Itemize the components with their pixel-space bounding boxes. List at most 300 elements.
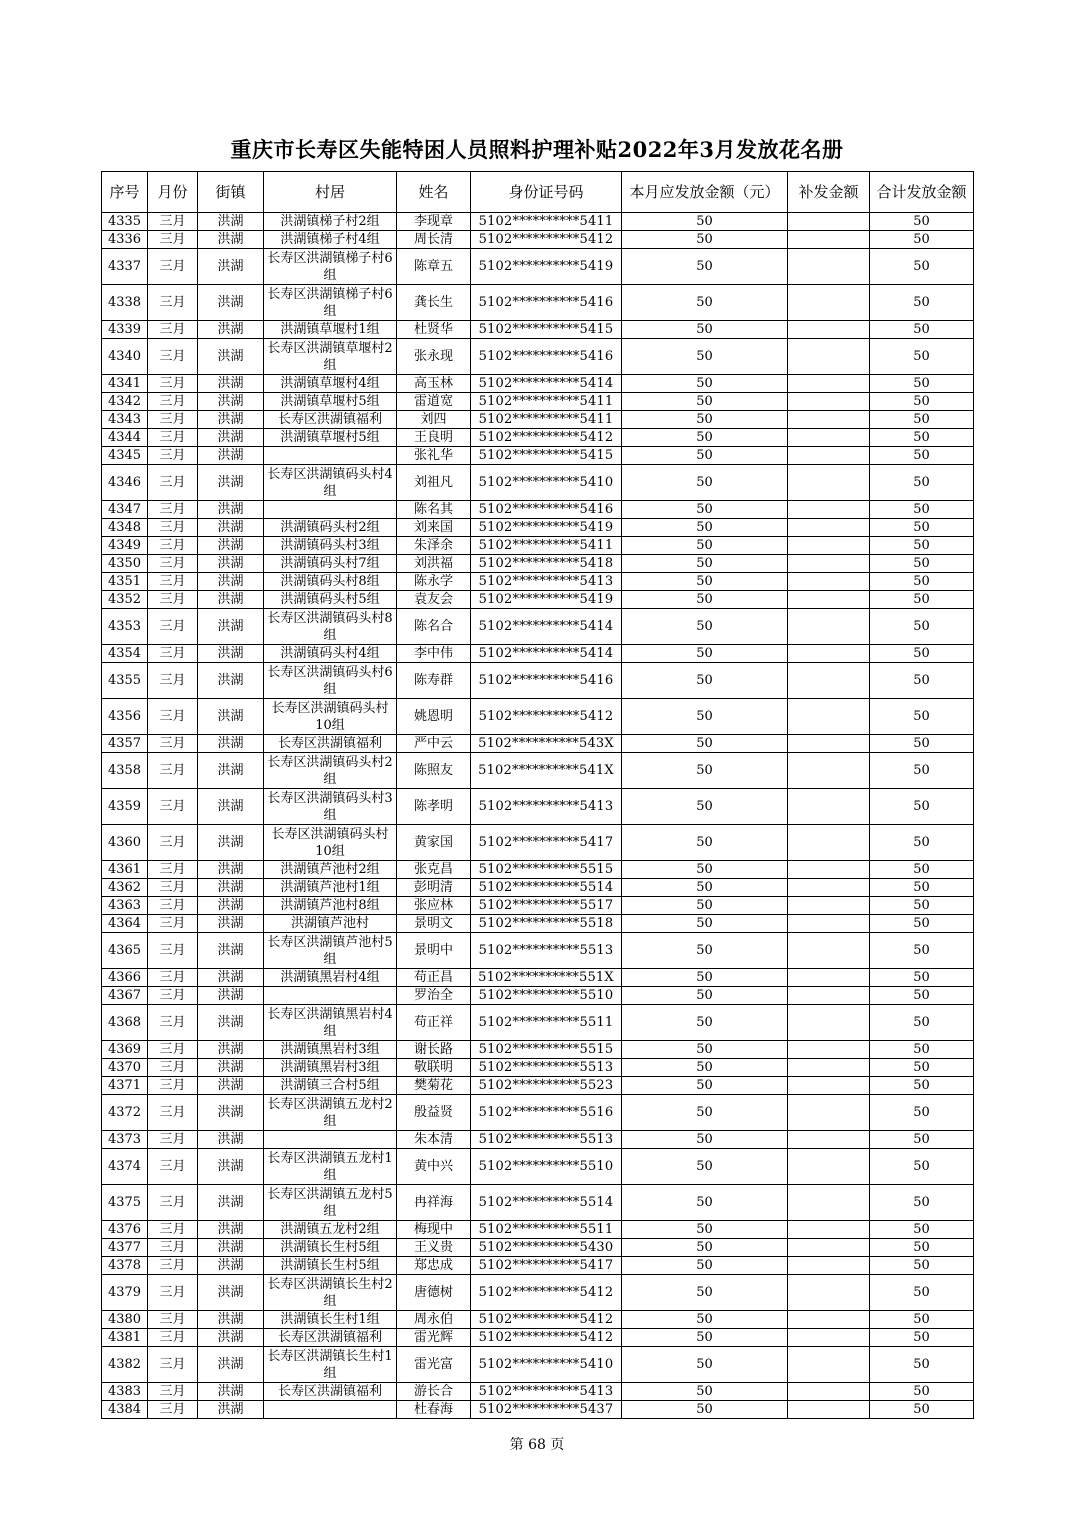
serial-cell: 4344 — [102, 429, 148, 447]
month-cell: 三月 — [148, 213, 198, 231]
header-cell: 身份证号码 — [471, 172, 622, 213]
town-cell: 洪湖 — [198, 609, 264, 645]
town-cell: 洪湖 — [198, 933, 264, 969]
month-cell: 三月 — [148, 969, 198, 987]
month-cell: 三月 — [148, 1095, 198, 1131]
month-cell: 三月 — [148, 519, 198, 537]
back-pay-cell — [788, 735, 870, 753]
name-cell: 陈名合 — [397, 609, 471, 645]
month-cell: 三月 — [148, 231, 198, 249]
id-number-cell: 5102**********5514 — [471, 1185, 622, 1221]
back-pay-cell — [788, 465, 870, 501]
town-cell: 洪湖 — [198, 753, 264, 789]
serial-cell: 4358 — [102, 753, 148, 789]
table-row — [102, 249, 974, 285]
id-number-cell: 5102**********5410 — [471, 1347, 622, 1383]
header-cell: 姓名 — [397, 172, 471, 213]
total-amount-cell: 50 — [870, 1041, 974, 1059]
month-cell: 三月 — [148, 573, 198, 591]
table-row — [102, 375, 974, 393]
town-cell: 洪湖 — [198, 393, 264, 411]
id-number-cell: 5102**********5419 — [471, 519, 622, 537]
monthly-amount-cell: 50 — [622, 1041, 788, 1059]
back-pay-cell — [788, 879, 870, 897]
village-cell — [264, 501, 397, 519]
back-pay-cell — [788, 339, 870, 375]
back-pay-cell — [788, 1005, 870, 1041]
monthly-amount-cell: 50 — [622, 1329, 788, 1347]
total-amount-cell: 50 — [870, 789, 974, 825]
total-amount-cell: 50 — [870, 393, 974, 411]
table-row — [102, 429, 974, 447]
table-row — [102, 1221, 974, 1239]
town-cell: 洪湖 — [198, 1329, 264, 1347]
monthly-amount-cell: 50 — [622, 699, 788, 735]
monthly-amount-cell: 50 — [622, 411, 788, 429]
town-cell: 洪湖 — [198, 213, 264, 231]
month-cell: 三月 — [148, 1221, 198, 1239]
back-pay-cell — [788, 1149, 870, 1185]
village-cell: 长寿区洪湖镇码头村2组 — [264, 753, 397, 789]
name-cell: 雷光辉 — [397, 1329, 471, 1347]
back-pay-cell — [788, 969, 870, 987]
serial-cell: 4359 — [102, 789, 148, 825]
month-cell: 三月 — [148, 699, 198, 735]
back-pay-cell — [788, 231, 870, 249]
month-cell: 三月 — [148, 1311, 198, 1329]
month-cell: 三月 — [148, 375, 198, 393]
serial-cell: 4361 — [102, 861, 148, 879]
table-row — [102, 231, 974, 249]
table-row — [102, 447, 974, 465]
id-number-cell: 5102**********5514 — [471, 879, 622, 897]
town-cell: 洪湖 — [198, 1275, 264, 1311]
monthly-amount-cell: 50 — [622, 285, 788, 321]
village-cell: 长寿区洪湖镇梯子村6组 — [264, 285, 397, 321]
monthly-amount-cell: 50 — [622, 753, 788, 789]
village-cell: 长寿区洪湖镇码头村10组 — [264, 699, 397, 735]
total-amount-cell: 50 — [870, 1095, 974, 1131]
serial-cell: 4350 — [102, 555, 148, 573]
name-cell: 苟正昌 — [397, 969, 471, 987]
name-cell: 袁友会 — [397, 591, 471, 609]
monthly-amount-cell: 50 — [622, 537, 788, 555]
name-cell: 陈寿群 — [397, 663, 471, 699]
monthly-amount-cell: 50 — [622, 393, 788, 411]
id-number-cell: 5102**********5417 — [471, 825, 622, 861]
table-row — [102, 1347, 974, 1383]
month-cell: 三月 — [148, 411, 198, 429]
town-cell: 洪湖 — [198, 645, 264, 663]
total-amount-cell: 50 — [870, 1005, 974, 1041]
table-row — [102, 699, 974, 735]
village-cell: 洪湖镇黑岩村4组 — [264, 969, 397, 987]
serial-cell: 4373 — [102, 1131, 148, 1149]
name-cell: 雷光富 — [397, 1347, 471, 1383]
serial-cell: 4369 — [102, 1041, 148, 1059]
name-cell: 陈名其 — [397, 501, 471, 519]
monthly-amount-cell: 50 — [622, 1005, 788, 1041]
serial-cell: 4337 — [102, 249, 148, 285]
serial-cell: 4381 — [102, 1329, 148, 1347]
serial-cell: 4340 — [102, 339, 148, 375]
monthly-amount-cell: 50 — [622, 1383, 788, 1401]
name-cell: 殷益贤 — [397, 1095, 471, 1131]
table-row — [102, 861, 974, 879]
town-cell: 洪湖 — [198, 519, 264, 537]
village-cell: 洪湖镇五龙村2组 — [264, 1221, 397, 1239]
id-number-cell: 5102**********5411 — [471, 213, 622, 231]
id-number-cell: 5102**********5518 — [471, 915, 622, 933]
total-amount-cell: 50 — [870, 1329, 974, 1347]
serial-cell: 4377 — [102, 1239, 148, 1257]
table-row — [102, 879, 974, 897]
table-row — [102, 1005, 974, 1041]
town-cell: 洪湖 — [198, 1257, 264, 1275]
table-row — [102, 321, 974, 339]
town-cell: 洪湖 — [198, 663, 264, 699]
serial-cell: 4343 — [102, 411, 148, 429]
total-amount-cell: 50 — [870, 429, 974, 447]
back-pay-cell — [788, 1257, 870, 1275]
monthly-amount-cell: 50 — [622, 609, 788, 645]
table-row — [102, 1131, 974, 1149]
roster-table — [101, 171, 974, 1419]
name-cell: 严中云 — [397, 735, 471, 753]
village-cell: 长寿区洪湖镇五龙村2组 — [264, 1095, 397, 1131]
id-number-cell: 5102**********5417 — [471, 1257, 622, 1275]
table-row — [102, 987, 974, 1005]
month-cell: 三月 — [148, 555, 198, 573]
village-cell: 洪湖镇芦池村2组 — [264, 861, 397, 879]
serial-cell: 4335 — [102, 213, 148, 231]
serial-cell: 4336 — [102, 231, 148, 249]
name-cell: 彭明清 — [397, 879, 471, 897]
total-amount-cell: 50 — [870, 573, 974, 591]
village-cell: 长寿区洪湖镇码头村3组 — [264, 789, 397, 825]
month-cell: 三月 — [148, 1401, 198, 1419]
id-number-cell: 5102**********551X — [471, 969, 622, 987]
table-row — [102, 1311, 974, 1329]
monthly-amount-cell: 50 — [622, 789, 788, 825]
id-number-cell: 5102**********5411 — [471, 411, 622, 429]
name-cell: 姚恩明 — [397, 699, 471, 735]
back-pay-cell — [788, 249, 870, 285]
total-amount-cell: 50 — [870, 501, 974, 519]
total-amount-cell: 50 — [870, 1347, 974, 1383]
id-number-cell: 5102**********5412 — [471, 231, 622, 249]
name-cell: 杜贤华 — [397, 321, 471, 339]
name-cell: 景明中 — [397, 933, 471, 969]
town-cell: 洪湖 — [198, 969, 264, 987]
name-cell: 黄中兴 — [397, 1149, 471, 1185]
name-cell: 陈永学 — [397, 573, 471, 591]
id-number-cell: 5102**********5416 — [471, 285, 622, 321]
town-cell: 洪湖 — [198, 879, 264, 897]
back-pay-cell — [788, 1131, 870, 1149]
serial-cell: 4339 — [102, 321, 148, 339]
month-cell: 三月 — [148, 897, 198, 915]
monthly-amount-cell: 50 — [622, 1257, 788, 1275]
back-pay-cell — [788, 447, 870, 465]
total-amount-cell: 50 — [870, 1257, 974, 1275]
back-pay-cell — [788, 645, 870, 663]
month-cell: 三月 — [148, 285, 198, 321]
monthly-amount-cell: 50 — [622, 735, 788, 753]
village-cell: 洪湖镇码头村5组 — [264, 591, 397, 609]
total-amount-cell: 50 — [870, 825, 974, 861]
serial-cell: 4355 — [102, 663, 148, 699]
name-cell: 刘洪福 — [397, 555, 471, 573]
total-amount-cell: 50 — [870, 1149, 974, 1185]
total-amount-cell: 50 — [870, 447, 974, 465]
back-pay-cell — [788, 1401, 870, 1419]
monthly-amount-cell: 50 — [622, 1275, 788, 1311]
total-amount-cell: 50 — [870, 1059, 974, 1077]
monthly-amount-cell: 50 — [622, 1239, 788, 1257]
month-cell: 三月 — [148, 393, 198, 411]
town-cell: 洪湖 — [198, 465, 264, 501]
monthly-amount-cell: 50 — [622, 663, 788, 699]
back-pay-cell — [788, 1383, 870, 1401]
back-pay-cell — [788, 915, 870, 933]
back-pay-cell — [788, 1347, 870, 1383]
name-cell: 朱泽余 — [397, 537, 471, 555]
town-cell: 洪湖 — [198, 1239, 264, 1257]
total-amount-cell: 50 — [870, 969, 974, 987]
monthly-amount-cell: 50 — [622, 861, 788, 879]
village-cell: 长寿区洪湖镇福利 — [264, 735, 397, 753]
town-cell: 洪湖 — [198, 411, 264, 429]
serial-cell: 4360 — [102, 825, 148, 861]
village-cell: 洪湖镇草堰村1组 — [264, 321, 397, 339]
name-cell: 龚长生 — [397, 285, 471, 321]
serial-cell: 4370 — [102, 1059, 148, 1077]
table-row — [102, 933, 974, 969]
monthly-amount-cell: 50 — [622, 1095, 788, 1131]
total-amount-cell: 50 — [870, 915, 974, 933]
village-cell: 洪湖镇码头村3组 — [264, 537, 397, 555]
month-cell: 三月 — [148, 1041, 198, 1059]
back-pay-cell — [788, 1059, 870, 1077]
table-row — [102, 555, 974, 573]
name-cell: 冉祥海 — [397, 1185, 471, 1221]
serial-cell: 4384 — [102, 1401, 148, 1419]
monthly-amount-cell: 50 — [622, 645, 788, 663]
table-row — [102, 1257, 974, 1275]
village-cell: 长寿区洪湖镇五龙村1组 — [264, 1149, 397, 1185]
name-cell: 雷道宽 — [397, 393, 471, 411]
month-cell: 三月 — [148, 1383, 198, 1401]
town-cell: 洪湖 — [198, 501, 264, 519]
serial-cell: 4376 — [102, 1221, 148, 1239]
total-amount-cell: 50 — [870, 231, 974, 249]
id-number-cell: 5102**********5412 — [471, 429, 622, 447]
id-number-cell: 5102**********5437 — [471, 1401, 622, 1419]
month-cell: 三月 — [148, 1059, 198, 1077]
monthly-amount-cell: 50 — [622, 231, 788, 249]
back-pay-cell — [788, 1221, 870, 1239]
back-pay-cell — [788, 663, 870, 699]
back-pay-cell — [788, 213, 870, 231]
table-row — [102, 825, 974, 861]
serial-cell: 4357 — [102, 735, 148, 753]
month-cell: 三月 — [148, 1149, 198, 1185]
name-cell: 谢长路 — [397, 1041, 471, 1059]
id-number-cell: 5102**********5510 — [471, 987, 622, 1005]
name-cell: 罗治全 — [397, 987, 471, 1005]
total-amount-cell: 50 — [870, 699, 974, 735]
id-number-cell: 5102**********5515 — [471, 861, 622, 879]
name-cell: 郑忠成 — [397, 1257, 471, 1275]
village-cell: 洪湖镇长生村5组 — [264, 1239, 397, 1257]
month-cell: 三月 — [148, 501, 198, 519]
name-cell: 张礼华 — [397, 447, 471, 465]
town-cell: 洪湖 — [198, 1059, 264, 1077]
serial-cell: 4345 — [102, 447, 148, 465]
total-amount-cell: 50 — [870, 1221, 974, 1239]
total-amount-cell: 50 — [870, 933, 974, 969]
serial-cell: 4368 — [102, 1005, 148, 1041]
total-amount-cell: 50 — [870, 555, 974, 573]
total-amount-cell: 50 — [870, 1401, 974, 1419]
id-number-cell: 5102**********5414 — [471, 375, 622, 393]
town-cell: 洪湖 — [198, 1383, 264, 1401]
back-pay-cell — [788, 519, 870, 537]
table-row — [102, 645, 974, 663]
table-row — [102, 573, 974, 591]
month-cell: 三月 — [148, 591, 198, 609]
name-cell: 张克昌 — [397, 861, 471, 879]
name-cell: 刘四 — [397, 411, 471, 429]
town-cell: 洪湖 — [198, 429, 264, 447]
total-amount-cell: 50 — [870, 285, 974, 321]
town-cell: 洪湖 — [198, 1149, 264, 1185]
back-pay-cell — [788, 933, 870, 969]
month-cell: 三月 — [148, 1329, 198, 1347]
table-row — [102, 213, 974, 231]
total-amount-cell: 50 — [870, 987, 974, 1005]
village-cell: 洪湖镇码头村4组 — [264, 645, 397, 663]
monthly-amount-cell: 50 — [622, 465, 788, 501]
table-row — [102, 1239, 974, 1257]
total-amount-cell: 50 — [870, 411, 974, 429]
month-cell: 三月 — [148, 1077, 198, 1095]
village-cell: 洪湖镇长生村5组 — [264, 1257, 397, 1275]
town-cell: 洪湖 — [198, 1347, 264, 1383]
town-cell: 洪湖 — [198, 447, 264, 465]
id-number-cell: 5102**********5419 — [471, 249, 622, 285]
total-amount-cell: 50 — [870, 375, 974, 393]
village-cell: 洪湖镇码头村8组 — [264, 573, 397, 591]
serial-cell: 4383 — [102, 1383, 148, 1401]
total-amount-cell: 50 — [870, 321, 974, 339]
back-pay-cell — [788, 375, 870, 393]
table-row — [102, 663, 974, 699]
serial-cell: 4346 — [102, 465, 148, 501]
serial-cell: 4362 — [102, 879, 148, 897]
id-number-cell: 5102**********5510 — [471, 1149, 622, 1185]
total-amount-cell: 50 — [870, 1185, 974, 1221]
monthly-amount-cell: 50 — [622, 249, 788, 285]
monthly-amount-cell: 50 — [622, 933, 788, 969]
total-amount-cell: 50 — [870, 537, 974, 555]
id-number-cell: 5102**********5513 — [471, 1059, 622, 1077]
monthly-amount-cell: 50 — [622, 591, 788, 609]
total-amount-cell: 50 — [870, 861, 974, 879]
month-cell: 三月 — [148, 1005, 198, 1041]
month-cell: 三月 — [148, 429, 198, 447]
table-row — [102, 1059, 974, 1077]
table-row — [102, 753, 974, 789]
month-cell: 三月 — [148, 933, 198, 969]
serial-cell: 4374 — [102, 1149, 148, 1185]
village-cell: 长寿区洪湖镇福利 — [264, 1383, 397, 1401]
id-number-cell: 5102**********5416 — [471, 663, 622, 699]
monthly-amount-cell: 50 — [622, 1185, 788, 1221]
back-pay-cell — [788, 1095, 870, 1131]
monthly-amount-cell: 50 — [622, 969, 788, 987]
table-row — [102, 1149, 974, 1185]
town-cell: 洪湖 — [198, 735, 264, 753]
town-cell: 洪湖 — [198, 375, 264, 393]
name-cell: 苟正祥 — [397, 1005, 471, 1041]
id-number-cell: 5102**********5415 — [471, 447, 622, 465]
town-cell: 洪湖 — [198, 987, 264, 1005]
total-amount-cell: 50 — [870, 1275, 974, 1311]
village-cell: 洪湖镇芦池村1组 — [264, 879, 397, 897]
table-row — [102, 915, 974, 933]
town-cell: 洪湖 — [198, 1005, 264, 1041]
month-cell: 三月 — [148, 825, 198, 861]
monthly-amount-cell: 50 — [622, 1401, 788, 1419]
month-cell: 三月 — [148, 609, 198, 645]
month-cell: 三月 — [148, 537, 198, 555]
total-amount-cell: 50 — [870, 753, 974, 789]
month-cell: 三月 — [148, 249, 198, 285]
monthly-amount-cell: 50 — [622, 375, 788, 393]
month-cell: 三月 — [148, 663, 198, 699]
table-row — [102, 339, 974, 375]
town-cell: 洪湖 — [198, 861, 264, 879]
back-pay-cell — [788, 1275, 870, 1311]
village-cell: 洪湖镇芦池村8组 — [264, 897, 397, 915]
total-amount-cell: 50 — [870, 609, 974, 645]
id-number-cell: 5102**********5411 — [471, 537, 622, 555]
town-cell: 洪湖 — [198, 1041, 264, 1059]
table-row — [102, 735, 974, 753]
month-cell: 三月 — [148, 987, 198, 1005]
village-cell: 长寿区洪湖镇福利 — [264, 1329, 397, 1347]
monthly-amount-cell: 50 — [622, 1077, 788, 1095]
id-number-cell: 5102**********5411 — [471, 393, 622, 411]
name-cell: 陈孝明 — [397, 789, 471, 825]
month-cell: 三月 — [148, 465, 198, 501]
name-cell: 陈章五 — [397, 249, 471, 285]
month-cell: 三月 — [148, 915, 198, 933]
name-cell: 张永现 — [397, 339, 471, 375]
total-amount-cell: 50 — [870, 897, 974, 915]
month-cell: 三月 — [148, 645, 198, 663]
id-number-cell: 5102**********5513 — [471, 1131, 622, 1149]
town-cell: 洪湖 — [198, 1095, 264, 1131]
id-number-cell: 5102**********5418 — [471, 555, 622, 573]
serial-cell: 4382 — [102, 1347, 148, 1383]
town-cell: 洪湖 — [198, 249, 264, 285]
serial-cell: 4366 — [102, 969, 148, 987]
town-cell: 洪湖 — [198, 897, 264, 915]
back-pay-cell — [788, 411, 870, 429]
